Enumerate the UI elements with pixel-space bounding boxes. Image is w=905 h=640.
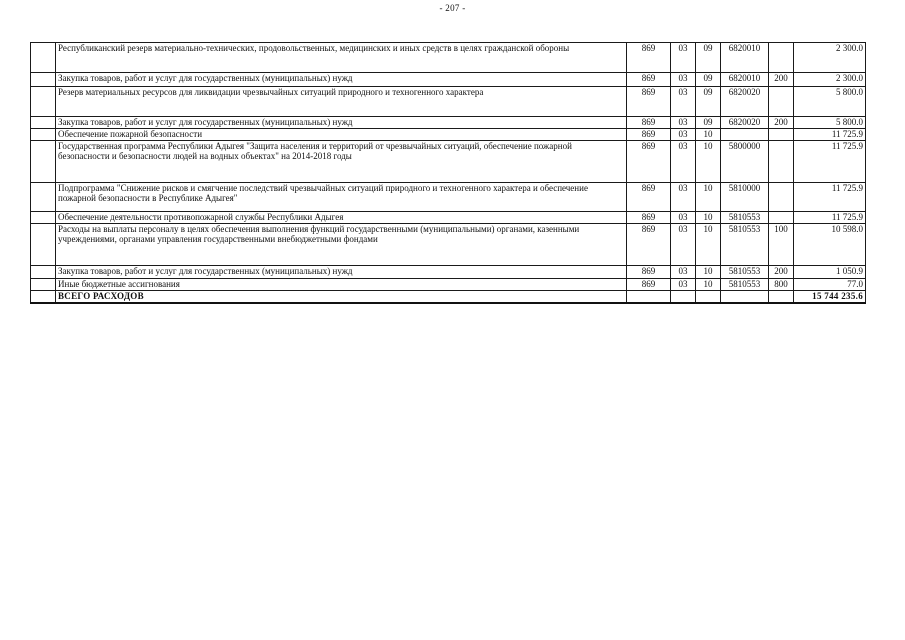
row-ministry-code-cell: 869 [627,129,671,141]
row-section-code-cell: 03 [671,117,696,129]
total-empty-cell [627,291,671,303]
row-amount-cell: 11 725.9 [794,212,866,224]
row-expense-type-cell [769,141,794,183]
row-target-article-cell: 5810553 [721,212,769,224]
row-target-article-cell: 5810553 [721,266,769,279]
table-row [31,129,866,141]
table-row [31,43,866,73]
row-blank-cell [31,73,56,87]
row-expense-type-cell [769,87,794,117]
row-subsection-code-cell: 10 [696,183,721,212]
row-name-cell: Республиканский резерв материально-технических, продовольственных, медицинских и иных средств в целях гражданской обороны [56,43,627,73]
row-blank-cell [31,212,56,224]
row-name-cell: Расходы на выплаты персоналу в целях обеспечения выполнения функций государственными (муниципальными) органами, казенными учреждениями, органами управления государственными внебюджетными фондами [56,224,627,266]
row-amount-cell: 77.0 [794,279,866,291]
row-expense-type-cell [769,212,794,224]
row-name-cell: Резерв материальных ресурсов для ликвидации чрезвычайных ситуаций природного и техногенного характера [56,87,627,117]
row-expense-type-cell: 800 [769,279,794,291]
row-name-cell: Закупка товаров, работ и услуг для государственных (муниципальных) нужд [56,73,627,87]
row-subsection-code-cell: 10 [696,212,721,224]
row-name-cell: Закупка товаров, работ и услуг для государственных (муниципальных) нужд [56,117,627,129]
table-body [31,43,866,303]
row-ministry-code-cell: 869 [627,117,671,129]
row-section-code-cell: 03 [671,266,696,279]
row-section-code-cell: 03 [671,87,696,117]
row-subsection-code-cell: 10 [696,224,721,266]
row-section-code-cell: 03 [671,279,696,291]
row-target-article-cell [721,129,769,141]
row-expense-type-cell: 100 [769,224,794,266]
row-subsection-code-cell: 09 [696,87,721,117]
row-section-code-cell: 03 [671,73,696,87]
row-expense-type-cell: 200 [769,266,794,279]
row-section-code-cell: 03 [671,141,696,183]
row-expense-type-cell [769,129,794,141]
row-target-article-cell: 5800000 [721,141,769,183]
row-ministry-code-cell: 869 [627,224,671,266]
row-name-cell: Государственная программа Республики Адыгея "Защита населения и территорий от чрезвычайных ситуаций, обеспечение пожарной безопасности и безопасности людей на водных объектах" на 2014-2018 годы [56,141,627,183]
page-number: - 207 - [439,3,466,13]
row-blank-cell [31,266,56,279]
total-empty-cell [671,291,696,303]
total-row [31,291,866,303]
row-target-article-cell: 6820010 [721,73,769,87]
row-expense-type-cell: 200 [769,117,794,129]
row-blank-cell [31,279,56,291]
row-subsection-code-cell: 10 [696,129,721,141]
row-ministry-code-cell: 869 [627,141,671,183]
row-name-cell: Иные бюджетные ассигнования [56,279,627,291]
row-subsection-code-cell: 10 [696,279,721,291]
total-amount: 15 744 235.6 [794,291,866,303]
row-blank-cell [31,87,56,117]
table-row [31,87,866,117]
row-subsection-code-cell: 09 [696,117,721,129]
row-name-cell: Обеспечение пожарной безопасности [56,129,627,141]
row-blank-cell [31,117,56,129]
row-blank-cell [31,224,56,266]
row-amount-cell: 11 725.9 [794,183,866,212]
row-ministry-code-cell: 869 [627,43,671,73]
row-expense-type-cell: 200 [769,73,794,87]
row-amount-cell: 10 598.0 [794,224,866,266]
row-section-code-cell: 03 [671,212,696,224]
total-label: ВСЕГО РАСХОДОВ [56,291,627,303]
row-expense-type-cell [769,43,794,73]
table-row [31,224,866,266]
row-blank-cell [31,291,56,303]
row-ministry-code-cell: 869 [627,73,671,87]
table-row [31,266,866,279]
row-section-code-cell: 03 [671,183,696,212]
table-row [31,141,866,183]
row-target-article-cell: 6820020 [721,87,769,117]
row-section-code-cell: 03 [671,224,696,266]
row-target-article-cell: 5810553 [721,279,769,291]
row-section-code-cell: 03 [671,43,696,73]
row-blank-cell [31,129,56,141]
total-empty-cell [769,291,794,303]
table-row [31,279,866,291]
table-row [31,117,866,129]
row-target-article-cell: 6820010 [721,43,769,73]
row-blank-cell [31,141,56,183]
row-amount-cell: 2 300.0 [794,43,866,73]
row-amount-cell: 2 300.0 [794,73,866,87]
row-target-article-cell: 5810000 [721,183,769,212]
table-row [31,183,866,212]
row-amount-cell: 11 725.9 [794,141,866,183]
row-ministry-code-cell: 869 [627,87,671,117]
row-amount-cell: 1 050.9 [794,266,866,279]
table-row [31,73,866,87]
row-name-cell: Подпрограмма "Снижение рисков и смягчение последствий чрезвычайных ситуаций природного и техногенного характера и обеспечение пожарной безопасности в Республике Адыгея" [56,183,627,212]
total-empty-cell [696,291,721,303]
row-ministry-code-cell: 869 [627,279,671,291]
row-subsection-code-cell: 10 [696,266,721,279]
row-name-cell: Закупка товаров, работ и услуг для государственных (муниципальных) нужд [56,266,627,279]
row-blank-cell [31,43,56,73]
row-blank-cell [31,183,56,212]
row-ministry-code-cell: 869 [627,266,671,279]
table-row [31,212,866,224]
row-name-cell: Обеспечение деятельности противопожарной службы Республики Адыгея [56,212,627,224]
row-subsection-code-cell: 09 [696,43,721,73]
expenditure-table [30,42,866,304]
row-amount-cell: 5 800.0 [794,87,866,117]
row-amount-cell: 5 800.0 [794,117,866,129]
row-subsection-code-cell: 10 [696,141,721,183]
row-subsection-code-cell: 09 [696,73,721,87]
row-ministry-code-cell: 869 [627,212,671,224]
row-amount-cell: 11 725.9 [794,129,866,141]
row-ministry-code-cell: 869 [627,183,671,212]
row-expense-type-cell [769,183,794,212]
row-section-code-cell: 03 [671,129,696,141]
row-target-article-cell: 5810553 [721,224,769,266]
row-target-article-cell: 6820020 [721,117,769,129]
total-empty-cell [721,291,769,303]
